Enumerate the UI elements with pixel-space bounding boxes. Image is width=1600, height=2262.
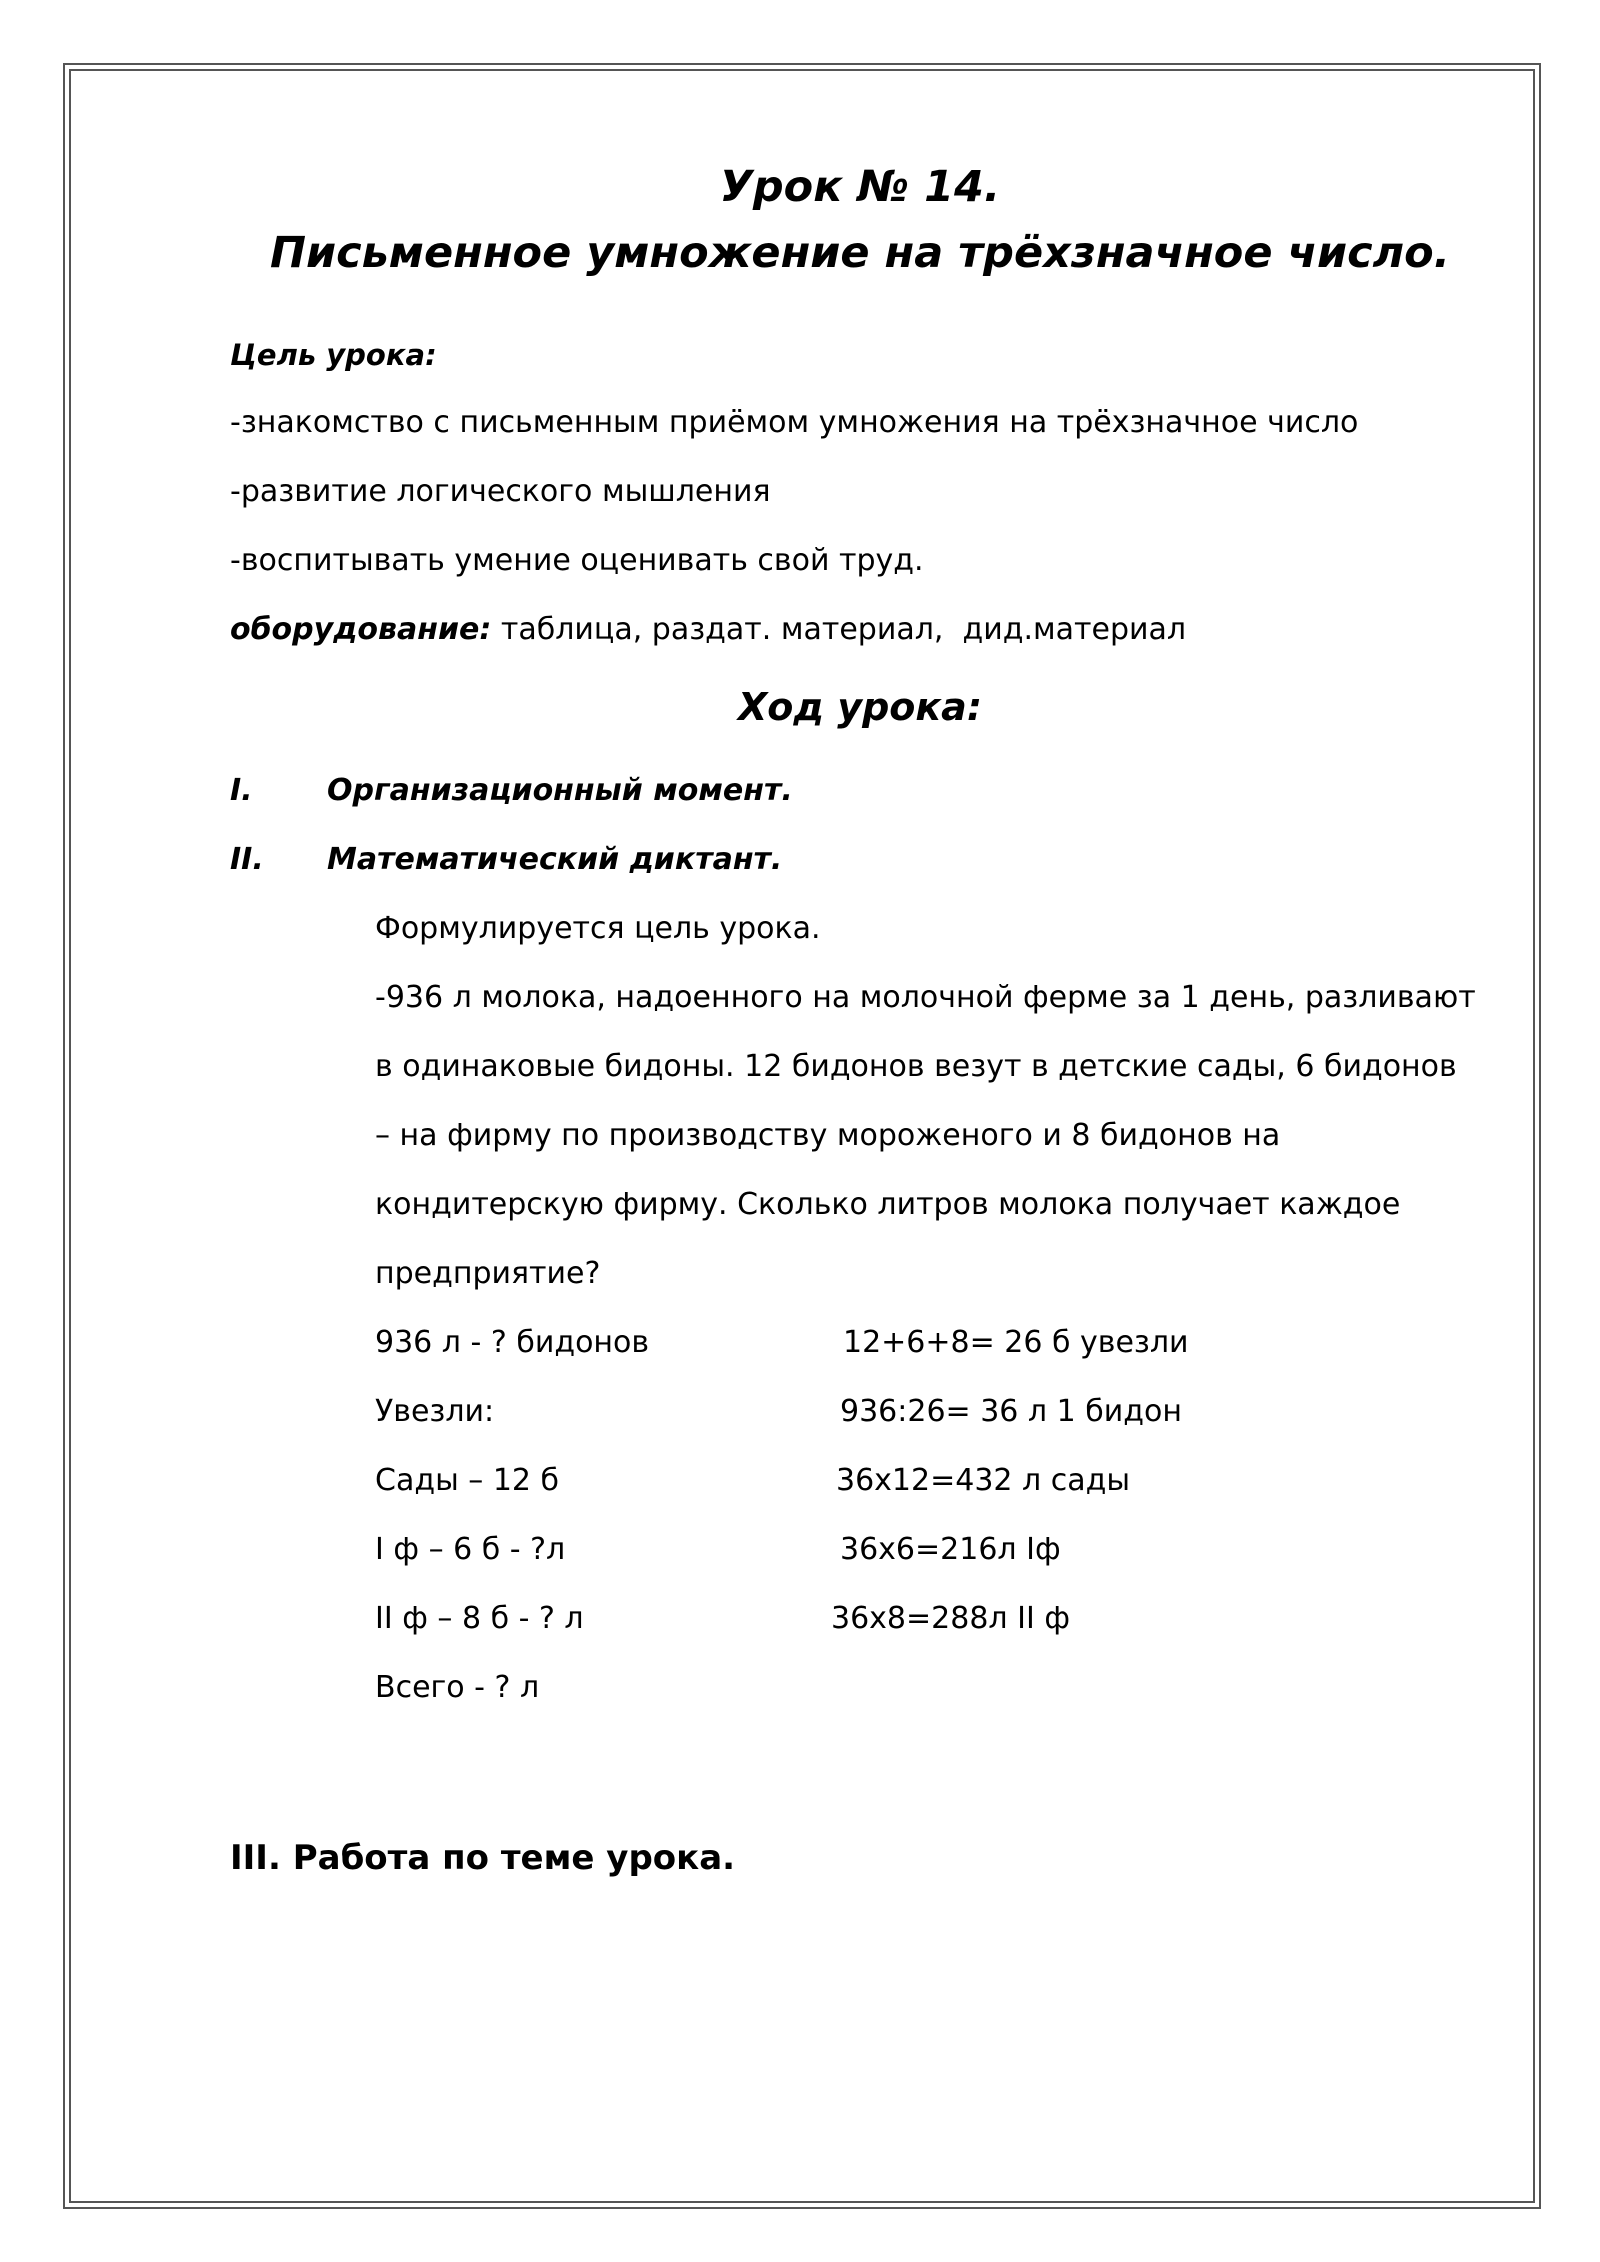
goal-label: Цель урока: [230,338,437,372]
section-numeral: I. [230,773,253,808]
section-numeral: II. [230,842,264,877]
goal-item: -знакомство с письменным приёмом умножения на трёхзначное число [230,405,1359,440]
problem-line: предприятие? [375,1256,601,1291]
goal-item: -развитие логического мышления [230,474,771,509]
problem-line: – на фирму по производству мороженого и 8 бидонов на [375,1118,1281,1153]
problem-line: -936 л молока, надоенного на молочной ферме за 1 день, разливают [375,980,1476,1015]
lesson-title-number: Урок № 14. [719,162,1001,212]
solution-left: 936 л - ? бидонов [375,1325,650,1360]
equipment-line [230,612,1186,647]
equipment-label: оборудование: [230,612,492,647]
problem-line: в одинаковые бидоны. 12 бидонов везут в детские сады, 6 бидонов [375,1049,1457,1084]
goal-item: -воспитывать умение оценивать свой труд. [230,543,924,578]
section-3-heading: III. Работа по теме урока. [230,1838,736,1878]
solution-left: Сады – 12 б [375,1463,560,1498]
solution-left: I ф – 6 б - ?л [375,1532,566,1567]
solution-right: 936:26= 36 л 1 бидон [840,1394,1182,1429]
lesson-title-topic: Письменное умножение на трёхзначное число. [270,228,1450,278]
problem-line: кондитерскую фирму. Сколько литров молока получает каждое [375,1187,1401,1222]
equipment-text: таблица, раздат. материал, дид.материал [491,612,1187,647]
section-title: Организационный момент. [327,773,793,808]
dictation-intro: Формулируется цель урока. [375,911,821,946]
solution-left: II ф – 8 б - ? л [375,1601,584,1636]
solution-right: 36х8=288л II ф [831,1601,1071,1636]
solution-right: 36х12=432 л сады [836,1463,1131,1498]
solution-left: Всего - ? л [375,1670,540,1705]
solution-left: Увезли: [375,1394,495,1429]
section-title: Математический диктант. [327,842,783,877]
solution-right: 12+6+8= 26 б увезли [843,1325,1189,1360]
solution-right: 36х6=216л Iф [840,1532,1061,1567]
lesson-flow-heading: Ход урока: [737,685,983,729]
